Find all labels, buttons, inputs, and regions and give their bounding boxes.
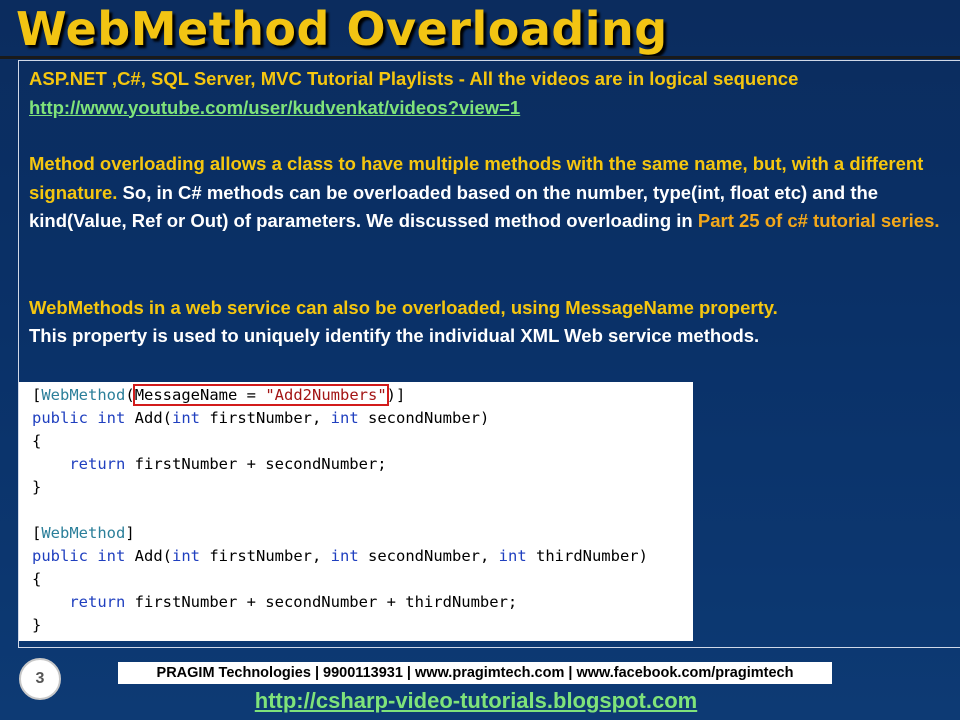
overloading-explanation: So, in C# methods can be overloaded based on the number, type(int, float etc) and the kind(Value, Ref or Out) of parameters. We discussed method overloading in (29, 181, 879, 231)
blog-link[interactable]: http://csharp-video-tutorials.blogspot.com (254, 688, 698, 713)
title-divider (0, 56, 960, 59)
webmethods-overload-text: WebMethods in a web service can also be overloaded, using MessageName property. (29, 296, 778, 318)
code-line: [WebMethod] (32, 524, 135, 542)
code-line-blank (32, 499, 693, 522)
code-line: } (32, 478, 42, 496)
code-line: } (32, 616, 42, 634)
code-line: return firstNumber + secondNumber; (69, 455, 387, 473)
overloading-definition: Method overloading allows a class to have multiple methods with the same name, but, with a different signature. (29, 153, 924, 203)
playlist-text: ASP.NET ,C#, SQL Server, MVC Tutorial Playlists - All the videos are in logical sequence (29, 68, 799, 89)
overloading-paragraph (29, 150, 949, 236)
code-line: [WebMethod(MessageName = "Add2Numbers")] (32, 386, 406, 404)
footer-contact-bar: PRAGIM Technologies | 9900113931 | www.pragimtech.com | www.facebook.com/pragimtech (118, 662, 832, 684)
messagename-highlight: MessageName = "Add2Numbers" (134, 386, 387, 404)
code-line: { (32, 432, 42, 450)
text-block (29, 65, 949, 351)
code-line: public int Add(int firstNumber, int secondNumber) (32, 409, 490, 427)
playlist-link[interactable]: http://www.youtube.com/user/kudvenkat/videos?view=1 (29, 96, 521, 118)
page-number-badge: 3 (19, 658, 61, 700)
part-25-reference: Part 25 of c# tutorial series. (697, 210, 940, 231)
slide-title: WebMethod Overloading (16, 2, 668, 56)
code-line: return firstNumber + secondNumber + thirdNumber; (69, 593, 518, 611)
messagename-purpose-text: This property is used to uniquely identify the individual XML Web service methods. (29, 325, 760, 346)
code-line: public int Add(int firstNumber, int secondNumber, int thirdNumber) (32, 547, 648, 565)
code-line: { (32, 570, 42, 588)
code-snippet (19, 382, 693, 641)
content-box (18, 60, 960, 648)
